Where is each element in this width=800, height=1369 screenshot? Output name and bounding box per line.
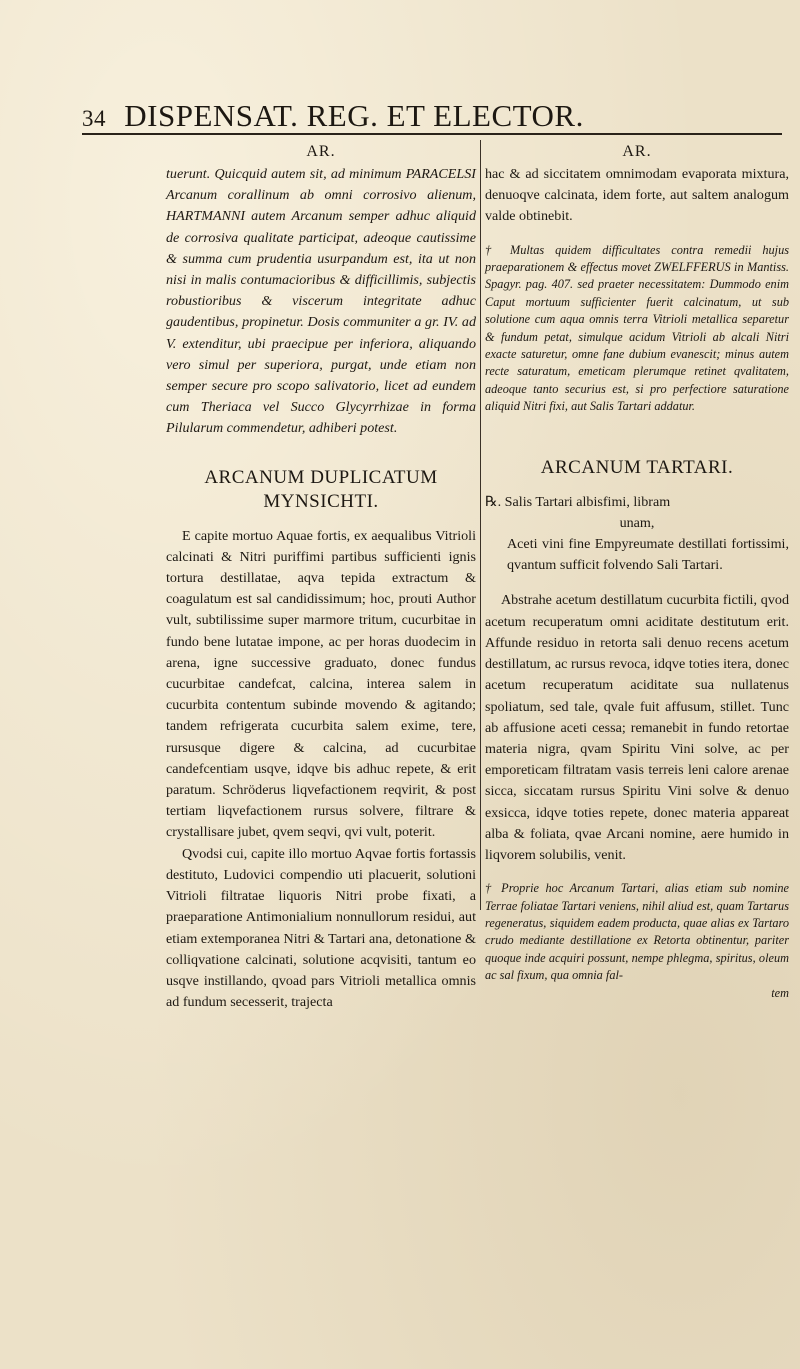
left-column xyxy=(166,140,476,1013)
section-title-arcanum-duplicatum: ARCANUM DUPLICATUM MYNSICHTI. xyxy=(204,466,438,512)
recipe-line-1: ℞. Salis Tartari albisfimi, libram xyxy=(485,493,671,510)
right-paragraph-1: hac & ad siccitatem omnimodam evaporata mixtura, denuoqve calcinata, idem forte, aut saltem analogum valde obtinebit. xyxy=(485,166,789,225)
column-divider xyxy=(480,140,481,910)
left-paragraph-1: tuerunt. Quicquid autem sit, ad minimum PARACELSI Arcanum corallinum ab omni corrosivo alienum, HARTMANNI autem Arcanum semper adhuc aliquid de corrosiva qualitate participat, adeoque cautissime & summa cum prudentia usurpandum est, ita ut non nisi in malis contumacioribus & difficillimis, subjectis robustioribus & viscerum integritate adhuc gaudentibus, propinetur. Dosis communiter a gr. IV. ad V. extenditur, ubi praecipue per inferiora, aliquando vero simul per superiora, purgat, unde etiam non semper secure pro scopo salivatorio, licet ad eundem cum Theriaca vel Succo Glycyrrhizae in forma Pilularum commendetur, adhiberi potest. xyxy=(166,166,476,437)
recipe-line-3: Aceti vini fine Empyreumate destillati fortissimi, qvantum sufficit folvendo Sali Tartari. xyxy=(507,536,789,574)
left-paragraph-2: E capite mortuo Aquae fortis, ex aequalibus Vitrioli calcinati & Nitri puriffimi partibus sufficienti ignis tortura destillatae, aqva tepida extractum & coagulatum est sal candidissimum; hoc, prouti Author vult, subtilissime super marmore tritum, cucurbitae in fundo bene lutatae impone, ac per horas duodecim in arena, igne successive graduato, donec fundus cucurbitae candefcat, calcina, interea salem in cucurbita contentum subinde movendo & agitando; tandem refrigerata cucurbita salem exime, tere, rursusque digere & calcina, ad cucurbitae candefcentiam usqve, idqve bis adhuc repete, & erit paratum. Schröderus liqvefactionem reqvirit, & post tertiam liqvefactionem rursus solvere, filtrare & crystallisare jubet, qvem seqvi, qvi vult, poterit. xyxy=(166,527,476,841)
left-running-head: AR. xyxy=(306,143,336,160)
footnote-arcanum-tartari: † Proprie hoc Arcanum Tartari, alias etiam sub nomine Terrae foliatae Tartari veniens, nihil aliud est, quam Tartarus regeneratus, siquidem eadem producta, quae alias ex Tartaro crudo mediante destillatione ex Retorta obtinentur, pariter quoque inde acquiri possunt, nempe phlegma, spiritus, oleum ac sal fixum, qua omnia fal- xyxy=(485,881,789,983)
recipe xyxy=(485,492,789,577)
header-rule xyxy=(82,133,782,135)
page-title: DISPENSAT. REG. ET ELECTOR. xyxy=(124,98,584,133)
footnote-zwelfferus: † Multas quidem difficultates contra remedii hujus praeparationem & effectus movet ZWELFFERUS in Mantiss. Spagyr. pag. 407. sed praeter necessitatem: Dummodo enim Caput mortuum sufficienter fuerit calcinatum, ut sub solutione cum aqua omnis terra Vitrioli metallica separetur & fundum petat, simulque acidum Vitrioli ab alcali Nitri exacte saturetur, omne fane dubium evanescit; minus autem recte saturatum, emeticam plerumque retinet qvalitatem, adeoque tanto securius est, si pro perfectiore saturatione aliquid Nitri fixi, aut Salis Tartari addatur. xyxy=(485,242,789,414)
catchword: tem xyxy=(771,985,789,1000)
page-header xyxy=(82,98,782,132)
right-column xyxy=(485,140,789,1002)
page-number: 34 xyxy=(82,106,106,131)
recipe-line-2: unam, xyxy=(619,514,655,531)
right-paragraph-2: Abstrahe acetum destillatum cucurbita fictili, qvod acetum recuperatum omni aciditate destitutum erit. Affunde residuo in retorta sali denuo recens acetum destillatum, ac rursus revoca, idqve toties itera, donec acetum recuperatum aciditate sua nullatenus spoliatum, sed tale, qvale fuit affusum, stillet. Tunc ab affusione aceti cessa; remanebit in fundo retortae materia nigra, qvam Spiritu Vini solve, ac per emporeticam filtratam vasis terreis leni calore arenae sicca, siccatam rursus Spiritu Vini solve & denuo exsicca, idqve toties repete, donec materia appareat alba & foliata, qvae Arcani nomine, aere humido in liqvorem solubilis, venit. xyxy=(485,592,789,863)
left-paragraph-3: Qvodsi cui, capite illo mortuo Aqvae fortis fortassis destituto, Ludovici compendio uti placuerit, solutioni Vitrioli filtratae liquoris Nitri probe fixati, a praeparatione Antimonialium nonnullorum residui, aut etiam extemporanea Nitri & Tartari ana, detonatione & colliqvatione calcinati, solutione acqvisiti, tantum eo usqve instillando, qvoad pars Vitrioli metallica omnis ad fundum secesserit, trajecta xyxy=(166,845,476,1011)
right-running-head: AR. xyxy=(622,143,652,160)
section-title-arcanum-tartari: ARCANUM TARTARI. xyxy=(540,456,734,478)
